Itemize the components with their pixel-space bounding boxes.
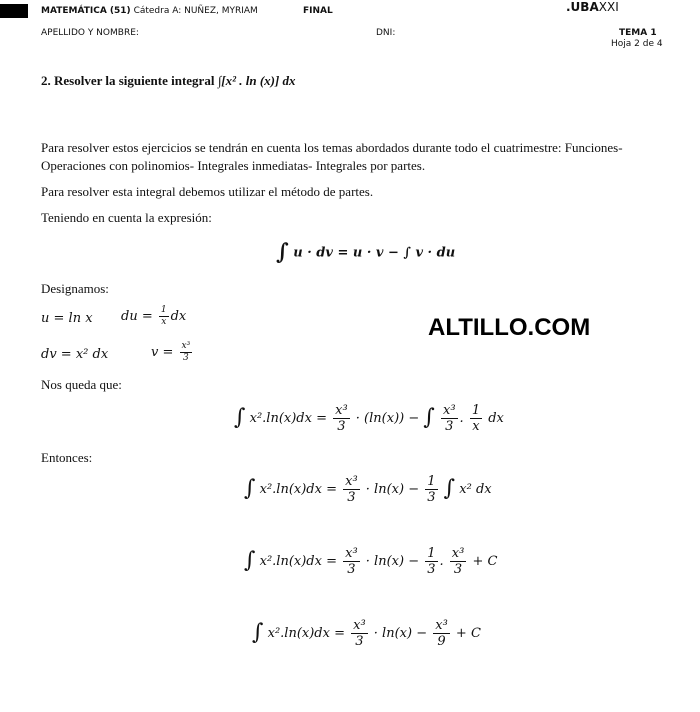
frac-den: 3: [347, 562, 356, 577]
step-3-equation: ∫ x².ln(x)dx = $\frac{\text{x³}}{3}$ · ln(x) − $\frac{1}{3}$ . $\frac{\text{x³}}{3}$ + C: [244, 546, 498, 577]
step-4-end: + C: [455, 626, 481, 641]
step-4-frac-b: [433, 619, 450, 648]
step-4-integral: ∫: [252, 620, 264, 645]
frac-den: 3: [347, 490, 356, 505]
step-3-end: + C: [472, 554, 498, 569]
step-2-equation: [244, 475, 492, 504]
v-definition: [151, 342, 194, 363]
uba-logo-suffix: XXI: [598, 0, 619, 14]
step-1-frac-b: [441, 404, 458, 433]
step-1-frac-a: [333, 404, 350, 433]
frac-den: 3: [427, 490, 436, 505]
step-3-mid: · ln(x) −: [365, 554, 420, 569]
step-1-mid: · (ln(x)) −: [355, 411, 420, 426]
exercise-title-text: 2. Resolver la siguiente integral: [41, 73, 215, 88]
frac-num: x³: [353, 618, 366, 633]
step-2-mid: · ln(x) −: [365, 482, 420, 497]
entonces-label: Entonces:: [41, 450, 93, 465]
black-header-tab: [0, 4, 28, 18]
header-course-line: [41, 6, 258, 16]
step-4-lhs: x².ln(x)dx =: [267, 626, 345, 641]
frac-num: x³: [345, 474, 358, 489]
step-2-end: x² dx: [459, 482, 492, 497]
step-4-mid: · ln(x) −: [373, 626, 428, 641]
step-3-frac-c: [450, 547, 467, 576]
chair-name: Cátedra A: NUÑEZ, MYRIAM: [133, 6, 258, 16]
exercise-title-integral: ∫[x² . ln (x)] dx: [217, 73, 296, 88]
v-fraction: [180, 342, 193, 363]
frac-den: 3: [337, 419, 346, 434]
dni-label: DNI:: [376, 28, 396, 38]
v-label: v =: [151, 345, 174, 360]
step-3-lhs: x².ln(x)dx =: [259, 554, 337, 569]
step-1-frac-c: [470, 404, 482, 433]
step-1-end: dx: [488, 411, 504, 426]
u-definition: u = ln x: [41, 311, 93, 326]
du-fraction: [159, 306, 169, 327]
frac-num: 1: [427, 546, 436, 561]
exam-type: FINAL: [303, 6, 333, 16]
frac-num: x³: [345, 546, 358, 561]
parts-formula-text: u · dv = u · v − ∫ v · du: [293, 245, 456, 261]
frac-den: x: [472, 419, 480, 434]
step-3-frac-b: [425, 547, 437, 576]
intro-line-2: Operaciones con polinomios- Integrales inmediatas- Integrales por partes.: [41, 158, 426, 173]
v-fraction-num: x³: [181, 341, 191, 351]
step-2-frac-a: [343, 475, 360, 504]
frac-den: 3: [453, 562, 463, 577]
integral-sign: ∫: [276, 239, 289, 265]
expression-intro: Teniendo en cuenta la expresión:: [41, 210, 212, 225]
frac-den: 3: [445, 419, 454, 434]
v-fraction-den: 3: [182, 353, 189, 363]
du-definition: du = $\frac{1}{x}$ dx: [121, 305, 187, 327]
nos-queda-label: Nos queda que:: [41, 377, 122, 392]
parts-formula: [276, 240, 455, 266]
du-fraction-den: x: [161, 317, 167, 327]
step-2-integral: ∫: [244, 476, 256, 501]
intro-line-1: Para resolver estos ejercicios se tendrán en cuenta los temas abordados durante todo el cuatrimestre: Funciones-: [41, 140, 623, 155]
watermark: ALTILLO.COM: [428, 314, 591, 341]
tema-label: TEMA 1: [619, 28, 657, 38]
frac-num: 1: [427, 474, 436, 489]
exercise-title: [41, 73, 296, 89]
uba-logo-main: .UBA: [566, 0, 599, 14]
step-3-integral: ∫: [244, 548, 256, 573]
name-label: APELLIDO Y NOMBRE:: [41, 28, 139, 38]
step-1-integral-2: ∫: [423, 405, 435, 430]
step-1-lhs: x².ln(x)dx =: [249, 411, 327, 426]
step-2-frac-b: [425, 475, 437, 504]
uba-logo: [566, 0, 619, 14]
step-1-integral: ∫: [234, 405, 246, 430]
du-label: du =: [121, 309, 153, 324]
step-1-equation: ∫ x².ln(x)dx = $\frac{\text{x³}}{3}$ · (ln(x)) − ∫ $\frac{\text{x³}}{3}$ . $\frac{1}{x}$ dx: [234, 403, 504, 434]
step-2-lhs: x².ln(x)dx =: [259, 482, 337, 497]
step-4-frac-a: [351, 619, 368, 648]
step-4-equation: [252, 619, 481, 648]
frac-den: 9: [437, 634, 446, 649]
frac-den: 3: [355, 634, 364, 649]
dv-definition: dv = x² dx: [41, 347, 109, 362]
method-sentence: Para resolver esta integral debemos utilizar el método de partes.: [41, 184, 374, 199]
frac-num: x³: [435, 618, 448, 633]
frac-num: x³: [335, 403, 348, 418]
frac-den: 3: [427, 562, 436, 577]
step-2-integral-2: ∫: [443, 476, 456, 501]
step-3-frac-a: [343, 547, 360, 576]
designamos-label: Designamos:: [41, 281, 109, 296]
course-title: MATEMÁTICA (51): [41, 6, 131, 16]
frac-num: 1: [471, 403, 481, 418]
frac-num: x³: [443, 403, 456, 418]
du-fraction-num: 1: [160, 305, 167, 315]
hoja-label: Hoja 2 de 4: [611, 39, 663, 49]
frac-num: x³: [451, 546, 465, 561]
